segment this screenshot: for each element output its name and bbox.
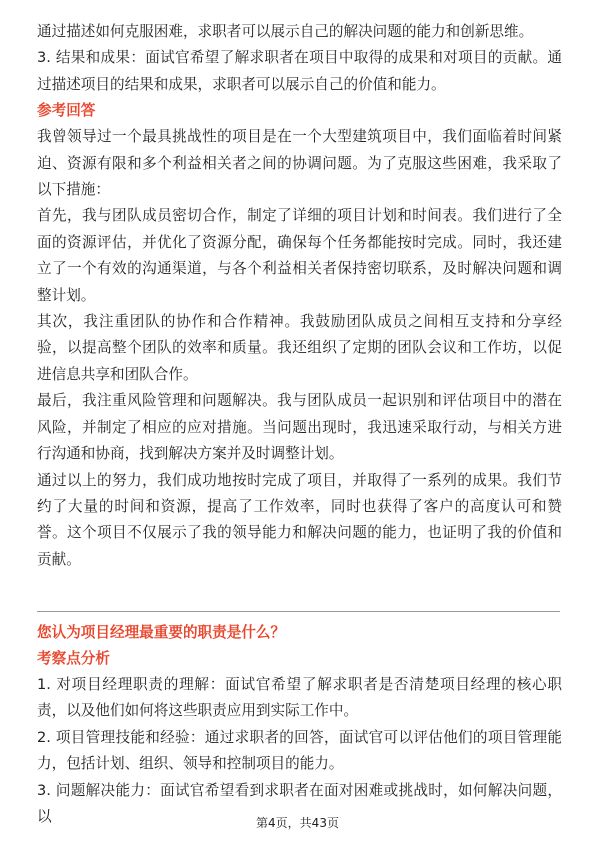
question-section (37, 620, 562, 830)
analysis-point: 1. 对项目经理职责的理解：面试官希望了解求职者是否清楚项目经理的核心职责，以及他们如何将这些职责应用到实际工作中。 (37, 676, 562, 720)
analysis-heading: 考察点分析 (37, 650, 110, 667)
reference-paragraph: 首先，我与团队成员密切合作，制定了详细的项目计划和时间表。我们进行了全面的资源评估，并优化了资源分配，确保每个任务都能按时完成。同时，我还建立了一个有效的沟通渠道，与各个利益相关者保持密切联系，及时解决问题和调整计划。 (37, 207, 562, 304)
reference-answer-heading: 参考回答 (37, 102, 96, 120)
main-content (37, 19, 562, 573)
intro-point-3: 3. 结果和成果：面试官希望了解求职者在项目中取得的成果和对项目的贡献。通过描述项目的结果和成果，求职者可以展示自己的价值和能力。 (37, 49, 562, 93)
analysis-point: 3. 问题解决能力：面试官希望看到求职者在面对困难或挑战时，如何解决问题，以 (37, 781, 562, 826)
intro-paragraph-tail: 通过描述如何克服困难，求职者可以展示自己的解决问题的能力和创新思维。 (37, 23, 534, 40)
page-number: 第4页，共43页 (256, 816, 339, 830)
reference-paragraph: 其次，我注重团队的协作和合作精神。我鼓励团队成员之间相互支持和分享经验，以提高整个团队的效率和质量。我还组织了定期的团队会议和工作坊，以促进信息共享和团队合作。 (37, 313, 562, 383)
reference-paragraph: 最后，我注重风险管理和问题解决。我与团队成员一起识别和评估项目中的潜在风险，并制定了相应的应对措施。当问题出现时，我迅速采取行动，与相关方进行沟通和协商，找到解决方案并及时调整计划。 (37, 392, 562, 463)
section-divider (37, 611, 560, 612)
reference-paragraph: 我曾领导过一个最具挑战性的项目是在一个大型建筑项目中，我们面临着时间紧迫、资源有限和多个利益相关者之间的协调问题。为了克服这些困难，我采取了以下措施： (37, 128, 562, 199)
reference-paragraph: 通过以上的努力，我们成功地按时完成了项目，并取得了一系列的成果。我们节约了大量的时间和资源，提高了工作效率，同时也获得了客户的高度认可和赞誉。这个项目不仅展示了我的领导能力和解决问题的能力，也证明了我的价值和贡献。 (37, 471, 562, 568)
question-heading: 您认为项目经理最重要的职责是什么？ (37, 624, 286, 641)
analysis-point: 2. 项目管理技能和经验：通过求职者的回答，面试官可以评估他们的项目管理能力，包括计划、组织、领导和控制项目的能力。 (37, 728, 562, 773)
